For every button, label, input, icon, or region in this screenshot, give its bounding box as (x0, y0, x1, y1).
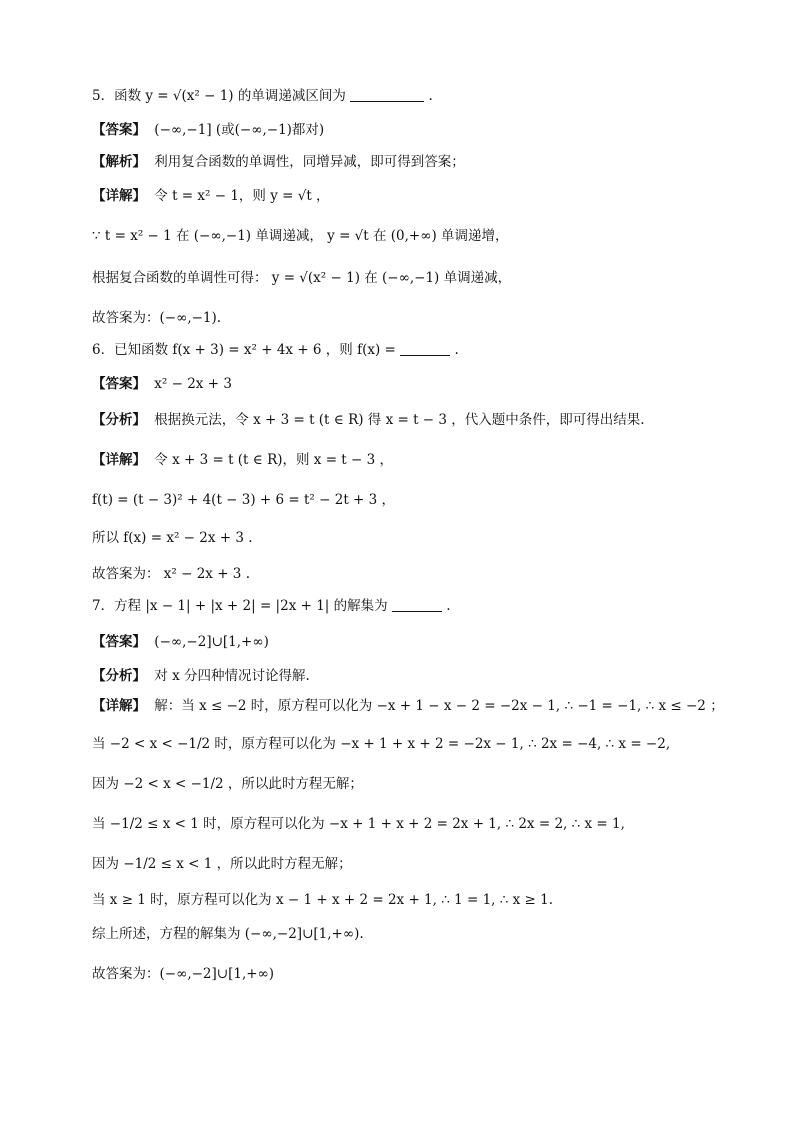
q5-answer-blank (350, 87, 424, 102)
q6-stem-end: . (454, 342, 459, 358)
q6-detail-1 (92, 450, 734, 470)
q6-stem (92, 340, 734, 360)
q5-detail-tag: 【详解】 (92, 188, 146, 204)
q6-answer-text: x² − 2x + 3 (154, 376, 232, 392)
q5-detail-2: ∵ t = x² − 1 在 (−∞,−1) 单调递减， y = √t 在 (0,+∞) 单调递增， (92, 228, 509, 244)
q7-answer-text: (−∞,−2]∪[1,+∞) (154, 634, 269, 650)
q6-detail-1-text: 令 x + 3 = t (t ∈ R)，则 x = t − 3 ， (154, 452, 393, 468)
q7-stem-end: . (446, 598, 451, 614)
q7-detail-8: 故答案为：(−∞,−2]∪[1,+∞) (92, 966, 275, 982)
q6-answer (92, 374, 734, 394)
q7-detail-1 (92, 696, 734, 716)
q5-detail-1 (92, 186, 734, 206)
q6-analysis-tag: 【分析】 (92, 412, 146, 428)
q6-analysis-text: 根据换元法，令 x + 3 = t (t ∈ R) 得 x = t − 3 ，代入题中条件，即可得出结果. (154, 412, 645, 428)
q7-detail-4: 当 −1/2 ≤ x < 1 时，原方程可以化为 −x + 1 + x + 2 = 2x + 1, ∴ 2x = 2, ∴ x = 1, (92, 816, 625, 832)
q6-analysis (92, 410, 734, 430)
q6-answer-tag: 【答案】 (92, 376, 146, 392)
q6-detail-2: f(t) = (t − 3)² + 4(t − 3) + 6 = t² − 2t + 3 ， (92, 492, 396, 508)
q7-detail-1-text: 解：当 x ≤ −2 时，原方程可以化为 −x + 1 − x − 2 = −2x − 1, ∴ −1 = −1, ∴ x ≤ −2 ； (154, 698, 724, 714)
q7-detail-3: 因为 −2 < x < −1/2 ，所以此时方程无解； (92, 776, 363, 792)
q5-answer-tag: 【答案】 (92, 122, 146, 138)
q7-detail-7: 综上所述，方程的解集为 (−∞,−2]∪[1,+∞). (92, 926, 364, 942)
q7-detail-5: 因为 −1/2 ≤ x < 1 ，所以此时方程无解； (92, 856, 352, 872)
q5-detail-3: 根据复合函数的单调性可得： y = √(x² − 1) 在 (−∞,−1) 单调递减， (92, 270, 512, 286)
q5-stem (92, 86, 734, 106)
q7-answer-tag: 【答案】 (92, 634, 146, 650)
q6-detail-tag: 【详解】 (92, 452, 146, 468)
q7-detail-tag: 【详解】 (92, 698, 146, 714)
q5-detail-1-text: 令 t = x² − 1，则 y = √t ， (154, 188, 330, 204)
q7-analysis (92, 666, 734, 686)
q5-stem-end: . (428, 88, 433, 104)
q5-stem-text: 5．函数 y = √(x² − 1) 的单调递减区间为 (92, 88, 346, 104)
q5-answer-text: (−∞,−1] (或(−∞,−1)都对) (154, 122, 325, 138)
q5-analysis (92, 152, 734, 172)
q7-stem (92, 596, 734, 616)
q6-detail-3: 所以 f(x) = x² − 2x + 3 . (92, 530, 253, 546)
q7-detail-6: 当 x ≥ 1 时，原方程可以化为 x − 1 + x + 2 = 2x + 1, ∴ 1 = 1, ∴ x ≥ 1. (92, 892, 554, 908)
q6-detail-4: 故答案为： x² − 2x + 3 . (92, 566, 250, 582)
q5-analysis-text: 利用复合函数的单调性，同增异减，即可得到答案； (154, 154, 465, 170)
q7-detail-2: 当 −2 < x < −1/2 时，原方程可以化为 −x + 1 + x + 2 = −2x − 1, ∴ 2x = −4, ∴ x = −2, (92, 736, 671, 752)
q6-answer-blank (400, 341, 450, 356)
q5-detail-4: 故答案为：(−∞,−1). (92, 310, 222, 326)
q7-answer (92, 632, 734, 652)
q5-analysis-tag: 【解析】 (92, 154, 146, 170)
q7-analysis-text: 对 x 分四种情况讨论得解. (154, 668, 310, 684)
q5-answer (92, 120, 734, 140)
q7-answer-blank (392, 597, 442, 612)
q7-analysis-tag: 【分析】 (92, 668, 146, 684)
q7-stem-text: 7．方程 |x − 1| + |x + 2| = |2x + 1| 的解集为 (92, 598, 388, 614)
q6-stem-text: 6．已知函数 f(x + 3) = x² + 4x + 6 ，则 f(x) = (92, 342, 396, 358)
